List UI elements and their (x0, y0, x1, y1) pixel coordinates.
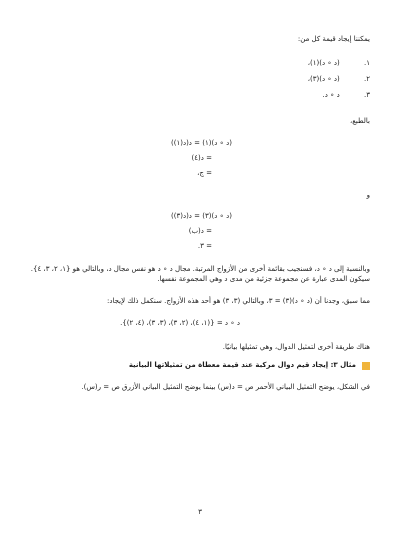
intro-text: يمكننا إيجاد قيمة كل من: (297, 35, 370, 43)
equation-line: = ٣. (197, 242, 212, 250)
list-item-2 (308, 74, 370, 84)
list-text: (د ∘ د)(٣)، (307, 75, 340, 83)
equation-line: = د(٤) (191, 154, 212, 162)
equation-line: (د ∘ د)(٣) = د(د(٣)) (170, 212, 232, 220)
list-text: (د ∘ د)(١)، (307, 59, 340, 67)
set-equation: د ∘ د = {(١، ٤)، (٢، ٣)، (٣، ٣)، (٤، ٢)}. (120, 319, 240, 327)
example-marker (362, 362, 370, 370)
equation-line: = د(ب) (188, 227, 212, 235)
paragraph-domain: وبالنسبة إلى د ∘ د، فسنجيب بقائمة أخرى من الأزواج المرتبة. مجال د ∘ د هو نفس مجال د، وبالتالي هو {١، ٢، ٣، ٤}. سيكون المدى عبارة عن مجموعة جزئية من مدى د وهي المجموعة نفسها. (30, 265, 370, 283)
equation-line: (د ∘ د)(١) = د(د(١)) (170, 139, 232, 147)
list-item-3 (322, 90, 370, 100)
example-text: في الشكل، يوضح التمثيل البياني الأحمر ص = د(س) بينما يوضح التمثيل البياني الأزرق ص = ر(س). (81, 383, 370, 391)
and-text: و (366, 191, 370, 199)
list-number: ١. (364, 59, 370, 67)
paragraph-graph: هناك طريقة أخرى لتمثيل الدوال، وهي تمثيلها بيانيًا. (222, 343, 370, 351)
obviously-text: بالطبع، (349, 117, 370, 125)
list-number: ٢. (364, 75, 370, 83)
example-title: مثال ٣: إيجاد قيم دوال مركبة عند قيمة معطاة من تمثيلاتها البيانية (128, 361, 356, 369)
list-item-1 (308, 58, 370, 68)
equation-line: = ج، (197, 169, 212, 177)
page-number: ٣ (198, 508, 202, 516)
paragraph-pairs: مما سبق، وجدنا أن (د ∘ د)(٣) = ٣، وبالتالي (٣، ٣) هو أحد هذه الأزواج. سنكمل ذلك لإيجاد: (107, 297, 370, 305)
list-number: ٣. (364, 91, 370, 99)
list-text: د ∘ د. (322, 91, 340, 99)
